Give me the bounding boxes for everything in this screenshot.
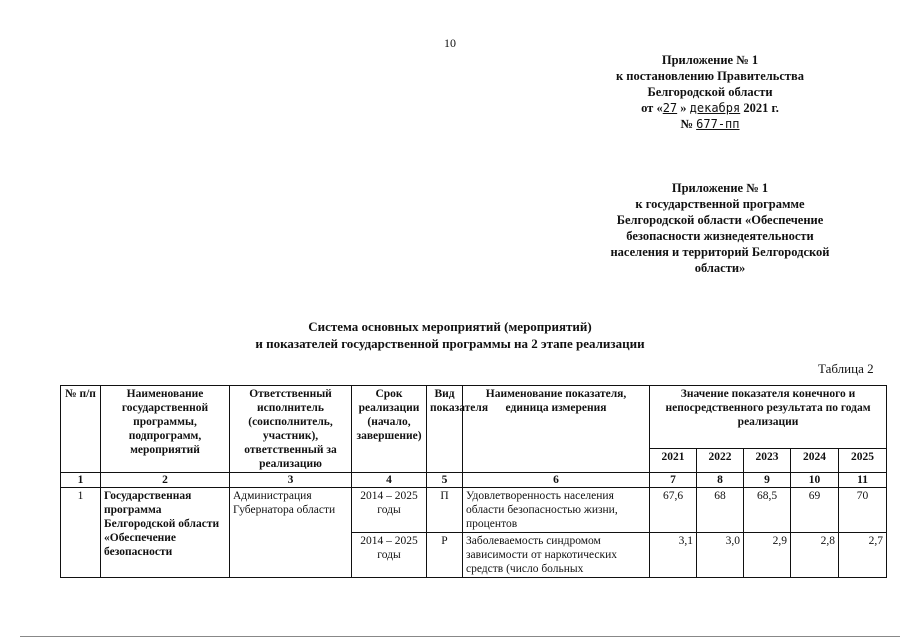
header-name: Наименование государственной программы, подпрограмм, мероприятий [101, 386, 230, 473]
date-day: 27 [662, 101, 678, 115]
header-year: 2024 [791, 449, 839, 473]
column-number: 9 [744, 473, 791, 488]
row-indicator: Заболеваемость синдромом зависимости от наркотических средств (число больных [463, 533, 650, 578]
row-value: 2,9 [744, 533, 791, 578]
row-value: 68 [697, 488, 744, 533]
appendix-program-line4: безопасности жизнедеятельности [626, 229, 814, 243]
appendix-decree-number [575, 116, 845, 132]
table-row [61, 488, 887, 533]
row-value: 2,8 [791, 533, 839, 578]
header-year: 2025 [839, 449, 887, 473]
appendix-decree-date [575, 100, 845, 116]
appendix-decree-line3: Белгородской области [647, 85, 773, 99]
appendix-program-line6: области» [694, 261, 746, 275]
column-number: 1 [61, 473, 101, 488]
measures-table [60, 385, 887, 578]
page-edge-line [20, 636, 900, 637]
date-year: 2021 г. [743, 101, 779, 115]
header-indicator: Наименование показателя, единица измерения [463, 386, 650, 473]
row-value: 3,1 [650, 533, 697, 578]
header-year: 2021 [650, 449, 697, 473]
row-program-name: Государственная программа Белгородской области «Обеспечение безопасности [101, 488, 230, 578]
row-value: 68,5 [744, 488, 791, 533]
row-value: 67,6 [650, 488, 697, 533]
header-num: № п/п [61, 386, 101, 473]
column-number: 8 [697, 473, 744, 488]
row-value: 69 [791, 488, 839, 533]
table-header-row [61, 386, 887, 449]
row-indicator: Удовлетворенность населения области безопасностью жизни, процентов [463, 488, 650, 533]
appendix-program [590, 180, 850, 276]
header-year: 2022 [697, 449, 744, 473]
date-mid: » [680, 101, 687, 115]
row-value: 70 [839, 488, 887, 533]
number-prefix: № [680, 117, 694, 131]
row-period: 2014 – 2025 годы [352, 533, 427, 578]
row-type: Р [427, 533, 463, 578]
header-year: 2023 [744, 449, 791, 473]
header-period: Срок реализации (начало, завершение) [352, 386, 427, 473]
appendix-decree-line2: к постановлению Правительства [615, 69, 805, 83]
column-number: 3 [230, 473, 352, 488]
appendix-program-line2: к государственной программе [635, 197, 805, 211]
page-number: 10 [444, 36, 456, 50]
column-number: 11 [839, 473, 887, 488]
date-prefix: от « [641, 101, 663, 115]
row-value: 2,7 [839, 533, 887, 578]
row-value: 3,0 [697, 533, 744, 578]
column-number: 5 [427, 473, 463, 488]
header-values-group: Значение показателя конечного и непосредственного результата по годам реализации [650, 386, 887, 449]
title-line2: и показателей государственной программы на 2 этапе реализации [255, 336, 645, 351]
column-number-row [61, 473, 887, 488]
row-period: 2014 – 2025 годы [352, 488, 427, 533]
table-label: Таблица 2 [818, 361, 874, 376]
column-number: 2 [101, 473, 230, 488]
appendix-decree [575, 52, 845, 132]
date-month: декабря [689, 101, 741, 115]
row-type: П [427, 488, 463, 533]
column-number: 4 [352, 473, 427, 488]
header-type: Вид показателя [427, 386, 463, 473]
appendix-decree-line1: Приложение № 1 [661, 53, 759, 67]
column-number: 7 [650, 473, 697, 488]
row-executor: Администрация Губернатора области [230, 488, 352, 578]
number-value: 677-пп [696, 117, 740, 131]
row-num: 1 [61, 488, 101, 578]
appendix-program-line1: Приложение № 1 [671, 181, 769, 195]
title-line1: Система основных мероприятий (мероприятий) [308, 319, 592, 334]
column-number: 6 [463, 473, 650, 488]
appendix-program-line5: населения и территорий Белгородской [610, 245, 830, 259]
document-title [150, 318, 750, 352]
appendix-program-line3: Белгородской области «Обеспечение [616, 213, 824, 227]
column-number: 10 [791, 473, 839, 488]
header-executor: Ответственный исполнитель (соисполнитель, участник), ответственный за реализацию [230, 386, 352, 473]
